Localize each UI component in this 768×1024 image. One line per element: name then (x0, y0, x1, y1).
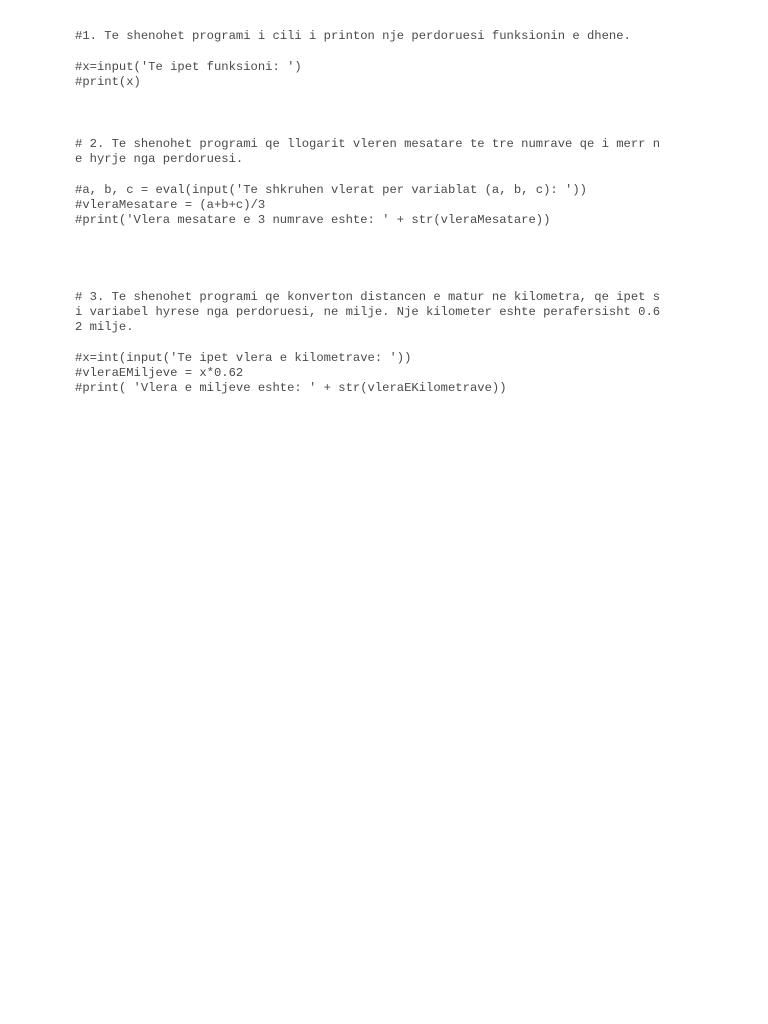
section-1-comment: #1. Te shenohet programi i cili i printon nje perdoruesi funksionin e dhene. (75, 29, 631, 43)
section-2-code-line: #vleraMesatare = (a+b+c)/3 (75, 198, 266, 212)
section-1-code-line: #x=input('Te ipet funksioni: ') (75, 60, 302, 74)
section-1-code-line: #print(x) (75, 75, 141, 89)
section-2-code-line: #a, b, c = eval(input('Te shkruhen vlerat per variablat (a, b, c): ')) (75, 183, 587, 197)
section-3-comment-line: # 3. Te shenohet programi qe konverton distancen e matur ne kilometra, qe ipet s (75, 290, 661, 304)
section-3-comment-line: i variabel hyrese nga perdoruesi, ne milje. Nje kilometer eshte perafersisht 0.6 (75, 305, 661, 319)
section-3-code-line: #print( 'Vlera e miljeve eshte: ' + str(vleraEKilometrave)) (75, 381, 507, 395)
section-2-comment-line: e hyrje nga perdoruesi. (75, 152, 244, 166)
section-3-code-line: #x=int(input('Te ipet vlera e kilometrave: ')) (75, 351, 412, 365)
section-3-comment-line: 2 milje. (75, 320, 134, 334)
section-2-comment-line: # 2. Te shenohet programi qe llogarit vleren mesatare te tre numrave qe i merr n (75, 137, 661, 151)
section-3-code-line: #vleraEMiljeve = x*0.62 (75, 366, 244, 380)
section-2-code-line: #print('Vlera mesatare e 3 numrave eshte: ' + str(vleraMesatare)) (75, 213, 551, 227)
